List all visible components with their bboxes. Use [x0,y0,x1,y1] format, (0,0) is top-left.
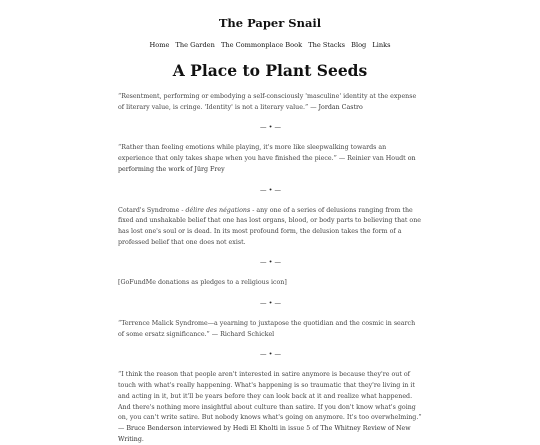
nav-blog[interactable]: Blog [351,41,367,49]
page-title: A Place to Plant Seeds [172,61,368,80]
entry-6-quote: “I think the reason that people aren't interested in satire anymore is because they're out of touch with what's really happening. What's happening is so traumatic that they're living in it and acting in it, but it'll be years before they can look back at it and realize what happened. And there's nothing more insightful about culture than satire. If you don't know what's going on, you can't write satire. But nobody knows what's going on anymore. It's too overwhelming.” — [118,371,422,432]
entry-1 [118,92,423,113]
entry-2-link[interactable]: on performing the work of Jürg Frey [118,155,416,173]
entry-2-quote: “Rather than feeling emotions while playing, it's more like sleepwalking towards an experience that only takes shape when you have finished the piece.” — Reinier van Houdt [118,144,408,163]
divider: — • — [260,185,281,194]
site-title[interactable]: The Paper Snail [218,16,322,30]
divider: — • — [260,123,281,132]
entry-6-mid: in issue 5 of [277,424,321,432]
nav-the-stacks[interactable]: The Stacks [308,41,346,49]
entry-2 [118,143,423,175]
entry-1-quote: “Resentment, performing or embodying a self-consciously 'masculine' identity at the expense of literary value, is cringe. 'Identity' is not a literary value.” — [118,93,417,111]
nav-the-commonplace-book[interactable]: The Commonplace Book [220,41,303,49]
divider: — • — [260,258,281,267]
entry-1-author-link[interactable]: Jordan Castro [318,103,363,111]
entry-6 [118,370,423,445]
nav-home[interactable]: Home [149,41,170,49]
divider: — • — [260,299,281,308]
entry-5: “Terrence Malick Syndrome—a yearning to juxtapose the quotidian and the cosmic in search of some ersatz significance.” — Richard Schickel [118,320,416,338]
content [118,92,423,445]
entry-3 [118,206,423,249]
entry-4: [GoFundMe donations as pledges to a religious icon] [118,279,287,287]
entry-3-definition: - any one of a series of delusions ranging from the fixed and unshakable belief that one has lost organs, blood, or body parts to believing that one has lost one's soul or is dead. In its most profound form, the delusion takes the form of a professed belief that one does not exist. [118,206,421,246]
entry-6-link-interview[interactable]: Bruce Benderson interviewed by Hedi El Kholti [126,424,278,432]
entry-6-link-review[interactable]: The Whitney Review of New Writing [118,424,411,443]
nav-the-garden[interactable]: The Garden [175,41,215,49]
entry-3-term-italic: délire des négations [185,206,251,214]
nav-links[interactable]: Links [372,41,391,49]
entry-3-term: Cotard's Syndrome - [118,206,186,214]
entry-6-end: . [141,435,144,443]
main-nav [0,41,540,49]
divider: — • — [260,350,281,359]
